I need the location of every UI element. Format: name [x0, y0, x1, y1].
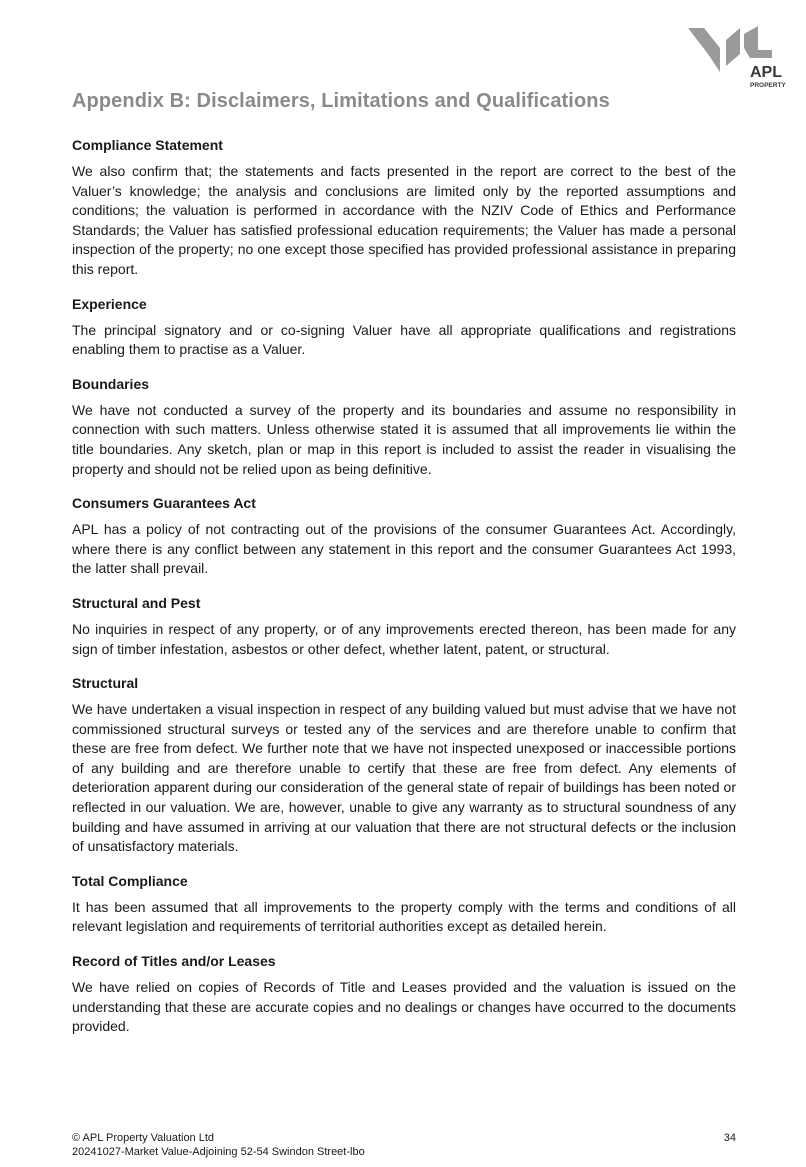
section-body: We have undertaken a visual inspection in respect of any building valued but must advise that we have not commissioned structural surveys or tested any of the services and are therefore unable to confirm that these are free from defect. We further note that we have not inspected unexposed or inaccessible portions of any building and are therefore unable to certify that these are free from defect. Any elements of deterioration apparent during our consideration of the general state of repair of buildings has been noted or reflected in our valuation. We are, however, unable to give any warranty as to structural soundness of any building and have assumed in arriving at our valuation that there are not structural defects or the inclusion of unsatisfactory materials.	[72, 701, 736, 855]
page-title: Appendix B: Disclaimers, Limitations and Qualifications	[72, 90, 610, 112]
section-boundaries	[72, 375, 736, 479]
apl-property-logo	[686, 26, 790, 92]
section-structural-and-pest	[72, 594, 736, 659]
section-consumers-guarantees-act	[72, 494, 736, 579]
logo-text: APL	[750, 64, 782, 81]
section-body: APL has a policy of not contracting out of the provisions of the consumer Guarantees Act. Accordingly, where there is any conflict between any statement in this report and the consumer Guarantees Act 1993, the latter shall prevail.	[72, 521, 736, 577]
section-body: It has been assumed that all improvements to the property comply with the terms and conditions of all relevant legislation and requirements of territorial authorities except as detailed herein.	[72, 898, 736, 935]
section-heading: Record of Titles and/or Leases	[72, 953, 276, 970]
logo-chevron-left	[688, 28, 720, 72]
section-body: No inquiries in respect of any property, or of any improvements erected thereon, has been made for any sign of timber infestation, asbestos or other defect, whether latent, patent, or structural.	[72, 620, 736, 657]
section-heading: Consumers Guarantees Act	[72, 495, 256, 512]
page-footer	[72, 1131, 736, 1159]
section-record-of-titles	[72, 952, 736, 1037]
section-heading: Structural	[72, 675, 139, 692]
logo-chevron-right	[744, 26, 772, 58]
section-body: The principal signatory and or co-signing Valuer have all appropriate qualifications and registrations enabling them to practise as a Valuer.	[72, 321, 736, 358]
section-structural	[72, 674, 736, 857]
logo-chevron-mid	[726, 28, 740, 66]
document-body	[72, 136, 736, 1052]
section-heading: Structural and Pest	[72, 594, 201, 611]
section-heading: Total Compliance	[72, 872, 188, 889]
page-number: 34	[723, 1132, 736, 1144]
footer-copyright: © APL Property Valuation Ltd	[72, 1132, 215, 1144]
logo-subtext: PROPERTY	[750, 82, 786, 89]
section-heading: Boundaries	[72, 375, 150, 392]
section-experience	[72, 295, 736, 360]
section-heading: Compliance Statement	[72, 137, 223, 153]
footer-document-ref: 20241027-Market Value-Adjoining 52-54 Swindon Street-lbo	[72, 1146, 365, 1158]
section-compliance-statement	[72, 136, 736, 280]
section-body: We also confirm that; the statements and facts presented in the report are correct to the best of the Valuer’s knowledge; the analysis and conclusions are limited only by the reported assumptions and conditions; the valuation is performed in accordance with the NZIV Code of Ethics and Performance Standards; the Valuer has satisfied professional education requirements; the Valuer has made a personal inspection of the property; no one except those specified has provided professional assistance in preparing this report.	[72, 163, 736, 277]
section-total-compliance	[72, 872, 736, 937]
section-heading: Experience	[72, 295, 147, 312]
section-body: We have not conducted a survey of the property and its boundaries and assume no responsibility in connection with such matters. Unless otherwise stated it is assumed that all improvements lie within the title boundaries. Any sketch, plan or map in this report is included to assist the reader in visualising the property and should not be relied upon as being definitive.	[72, 401, 736, 477]
section-body: We have relied on copies of Records of Title and Leases provided and the valuation is issued on the understanding that these are accurate copies and no dealings or changes have occurred to the documents provided.	[72, 979, 736, 1035]
